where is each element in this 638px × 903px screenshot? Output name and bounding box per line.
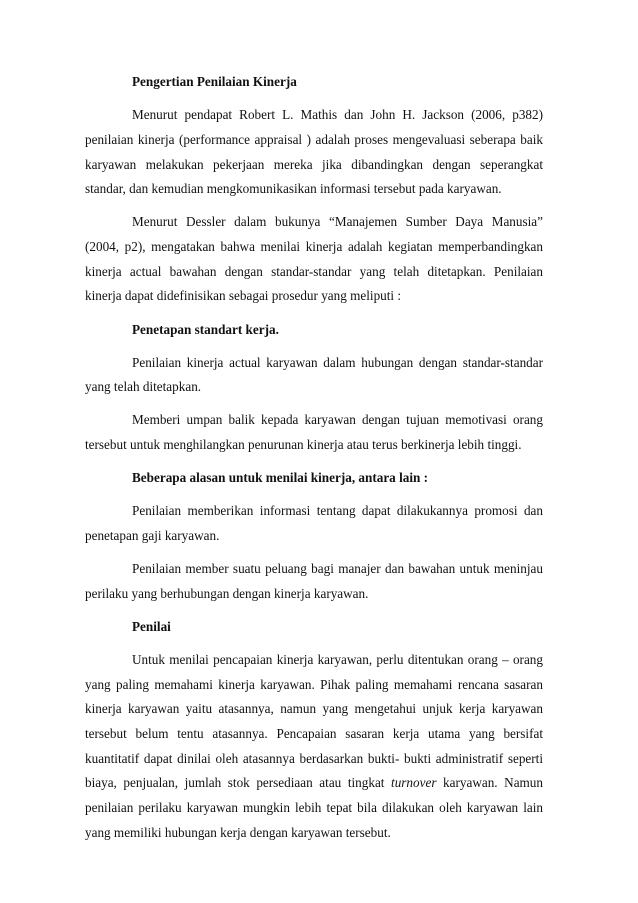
- paragraph-penilai-text-2: karyawan. Namun penilaian perilaku karyawan mungkin lebih tepat bila dilakukan oleh karyawan lain yang memiliki hubungan kerja dengan karyawan tersebut.: [85, 775, 543, 840]
- term-turnover: turnover: [391, 775, 437, 791]
- heading-penilai: Penilai: [132, 618, 171, 634]
- paragraph-dessler: Menurut Dessler dalam bukunya “Manajemen Sumber Daya Manusia” (2004, p2), mengatakan bahwa menilai kinerja adalah kegiatan memperbandingkan kinerja actual bawahan dengan standar-standar yang telah ditetapkan. Penilaian kinerja dapat didefinisikan sebagai prosedur yang meliputi :: [85, 214, 543, 304]
- paragraph-mathis-jackson: Menurut pendapat Robert L. Mathis dan John H. Jackson (2006, p382) penilaian kinerja (performance appraisal ) adalah proses mengevaluasi seberapa baik karyawan melakukan pekerjaan mereka jika dibandingkan dengan seperangkat standar, dan kemudian mengkomunikasikan informasi tersebut pada karyawan.: [85, 107, 543, 197]
- heading-pengertian-penilaian-kinerja: Pengertian Penilaian Kinerja: [132, 74, 297, 89]
- paragraph-peluang-meninjau: Penilaian member suatu peluang bagi manajer dan bawahan untuk meninjau perilaku yang berhubungan dengan kinerja karyawan.: [85, 561, 543, 601]
- heading-penetapan-standart-kerja: Penetapan standart kerja.: [132, 321, 279, 337]
- paragraph-informasi-promosi: Penilaian memberikan informasi tentang dapat dilakukannya promosi dan penetapan gaji karyawan.: [85, 503, 543, 543]
- heading-alasan-menilai-kinerja: Beberapa alasan untuk menilai kinerja, antara lain :: [132, 470, 429, 486]
- document-body: [85, 70, 543, 846]
- paragraph-penilaian-kinerja-aktual: Penilaian kinerja actual karyawan dalam hubungan dengan standar-standar yang telah ditetapkan.: [85, 354, 543, 395]
- paragraph-umpan-balik: Memberi umpan balik kepada karyawan dengan tujuan memotivasi orang tersebut untuk menghilangkan penurunan kinerja atau terus berkinerja lebih tinggi.: [85, 412, 543, 453]
- paragraph-penilai-text-1: Untuk menilai pencapaian kinerja karyawan, perlu ditentukan orang – orang yang paling memahami kinerja karyawan. Pihak paling memahami rencana sasaran kinerja karyawan yaitu atasannya, namun yang mengetahui unjuk kerja karyawan tersebut belum tentu atasannya. Pencapaian sasaran kerja utama yang bersifat kuantitatif dapat dinilai oleh atasannya berdasarkan bukti- bukti administratif seperti biaya, penjualan, jumlah stok persediaan atau tingkat: [85, 651, 543, 791]
- paragraph-penilai: [85, 648, 543, 846]
